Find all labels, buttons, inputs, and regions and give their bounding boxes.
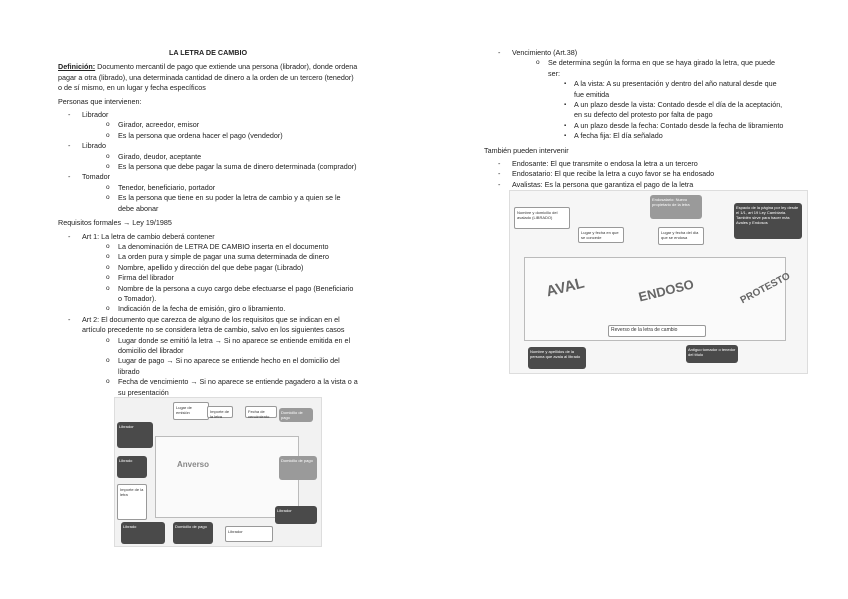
tambien-heading: También pueden intervenir [484, 145, 569, 155]
extra-party: - Avalistas: Es la persona que garantiza el pago de la letra [488, 180, 788, 190]
intervienen-heading: Personas que intervienen: [58, 96, 142, 106]
party-item: - Librado o Girado, deudor, aceptante o Es la persona que debe pagar la suma de dinero determinada (comprador) [58, 141, 358, 172]
party-detail: o Tenedor, beneficiario, portador [82, 183, 358, 193]
callout: Librado [117, 456, 147, 478]
requirement-item: o Indicación de la fecha de emisión, giro o libramiento. [82, 304, 358, 314]
extras-list [488, 159, 788, 190]
party-detail: o Es la persona que ordena hacer el pago (vendedor) [82, 131, 358, 141]
party-detail: o Es la persona que debe pagar la suma de dinero determinada (comprador) [82, 162, 358, 172]
party-item: - Tomador o Tenedor, beneficiario, portador o Es la persona que tiene en su poder la letra de cambio y a quien se le debe abonar [58, 172, 358, 214]
endoso-label: ENDOSO [637, 276, 696, 305]
callout: Nombre y domicilio del avalado (LIBRADO) [514, 207, 570, 229]
callout: Nombre y apellidos de la persona que avala al librado [528, 347, 586, 369]
requisitos-heading: Requisitos formales → Ley 19/1985 [58, 218, 172, 228]
requirement-item: o La orden pura y simple de pagar una suma determinada de dinero [82, 252, 358, 262]
protesto-label: PROTESTO [738, 270, 793, 307]
articles-list [58, 232, 358, 399]
right-column [484, 48, 788, 190]
callout: Domicilio de pago [279, 456, 317, 480]
requirement-item: o Nombre de la persona a cuyo cargo debe efectuarse el pago (Beneficiario o Tomador). [82, 284, 358, 305]
callout: Librador [275, 506, 317, 524]
anverso-figure [114, 397, 322, 547]
vencimiento-type: ▪ A la vista: A su presentación y dentro del año natural desde que fue emitida [512, 79, 788, 100]
requirement-item: o Firma del librador [82, 273, 358, 283]
article-item: - Art 2: El documento que carezca de alguno de los requisitos que se indican en el artículo precedente no se considera letra de cambio, salvo en los siguientes casos o Lugar donde se emitió la letra → Si no aparece se entiende emitida en el domicilio del librador o Lugar de pago → Si no aparece se entiende hecho en el domicilio del librado o Fecha de vencimiento → Si no aparece se entiende pagadero a la vista o a su presentación [58, 315, 358, 398]
party-item: - Librador o Girador, acreedor, emisor o Es la persona que ordena hacer el pago (vendedor) [58, 110, 358, 141]
party-detail: o Girador, acreedor, emisor [82, 120, 358, 130]
callout: Librado [121, 522, 165, 544]
vencimiento-type: ▪ A un plazo desde la fecha: Contado desde la fecha de libramiento [512, 121, 788, 131]
callout: Importe de la letra [207, 406, 233, 418]
article-item: - Art 1: La letra de cambio deberá contener o La denominación de LETRA DE CAMBIO inserta en el documento o La orden pura y simple de pagar una suma determinada de dinero o Nombre, apellido y dirección del que debe pagar (Librado) o Firma del librador o Nombre de la persona a cuyo cargo debe efectuarse el pago (Beneficiario o Tomador). o Indicación de la fecha de emisión, giro o libramiento. [58, 232, 358, 315]
callout: Espacio de la página por ley desde el 1/1, art 19 Ley Cambiaria. También sirve para hacer más Avales y Endosos [734, 203, 802, 239]
extra-party: - Endosatario: El que recibe la letra a cuyo favor se ha endosado [488, 169, 788, 179]
callout: Domicilio de pago [173, 522, 213, 544]
vencimiento-type: ▪ A fecha fija: El día señalado [512, 131, 788, 141]
exception-item: o Lugar donde se emitió la letra → Si no aparece se entiende emitida en el domicilio del librador [82, 336, 358, 357]
callout: Antiguo tomador o tenedor del título [686, 345, 738, 363]
party-detail: o Girado, deudor, aceptante [82, 152, 358, 162]
vencimiento-list [488, 48, 788, 142]
requirement-item: o La denominación de LETRA DE CAMBIO inserta en el documento [82, 242, 358, 252]
vencimiento-sub: o Se determina según la forma en que se haya girado la letra, que puede ser: ▪ A la vista: A su presentación y dentro del año natural desde que fue emitida ▪ A un plazo desde la vista: Contado desde el día de la aceptación, en su defecto del protesto por falta de pago ▪ A un plazo desde la fecha: Contado desde la fecha de libramiento ▪ A fecha fija: El día señalado [512, 58, 788, 141]
callout: Domicilio de pago [279, 408, 313, 422]
extra-party: - Endosante: El que transmite o endosa la letra a un tercero [488, 159, 788, 169]
vencimiento-item: - Vencimiento (Art.38) o Se determina según la forma en que se haya girado la letra, que puede ser: ▪ A la vista: A su presentación y dentro del año natural desde que fue emitida ▪ A un plazo desde la vista: Contado desde el día de la aceptación, en su defecto del protesto por falta de pago ▪ A un plazo desde la fecha: Contado desde la fecha de libramiento ▪ A fecha fija: El día señalado [488, 48, 788, 142]
callout: Librador [225, 526, 273, 542]
requirement-item: o Nombre, apellido y dirección del que debe pagar (Librado) [82, 263, 358, 273]
callout: Lugar de emisión [173, 402, 209, 420]
document-title: LA LETRA DE CAMBIO [168, 48, 248, 57]
party-detail: o Es la persona que tiene en su poder la letra de cambio y a quien se le debe abonar [82, 193, 358, 214]
vencimiento-type: ▪ A un plazo desde la vista: Contado desde el día de la aceptación, en su defecto del protesto por falta de pago [512, 100, 788, 121]
parties-list [58, 110, 358, 214]
exception-item: o Fecha de vencimiento → Si no aparece se entiende pagadero a la vista o a su presentación [82, 377, 358, 398]
callout: Librador [117, 422, 153, 448]
definition-text: Documento mercantil de pago que extiende una persona (librador), donde ordena pagar a otra (librado), una determinada cantidad de dinero a la orden de un tercero (tenedor) o de sí mismo, en un lugar y fecha específicos [58, 62, 358, 93]
definition-paragraph [58, 62, 358, 93]
callout: Lugar y fecha en que se concede [578, 227, 624, 243]
left-column [58, 48, 358, 398]
exception-item: o Lugar de pago → Si no aparece se entiende hecho en el domicilio del librado [82, 356, 358, 377]
callout: Lugar y fecha del día que se endosa [658, 227, 704, 245]
callout: Endosatario: Nuevo propietario de la letra [650, 195, 702, 219]
callout: Fecha de vencimiento [245, 406, 277, 418]
reverso-figure [509, 190, 808, 374]
definition-label: Definición: [58, 62, 96, 72]
aval-label: AVAL [544, 274, 587, 301]
reverso-caption: Reverso de la letra de cambio [608, 325, 706, 337]
anverso-label: Anverso [177, 460, 210, 469]
callout: Importe de la letra [117, 484, 147, 520]
